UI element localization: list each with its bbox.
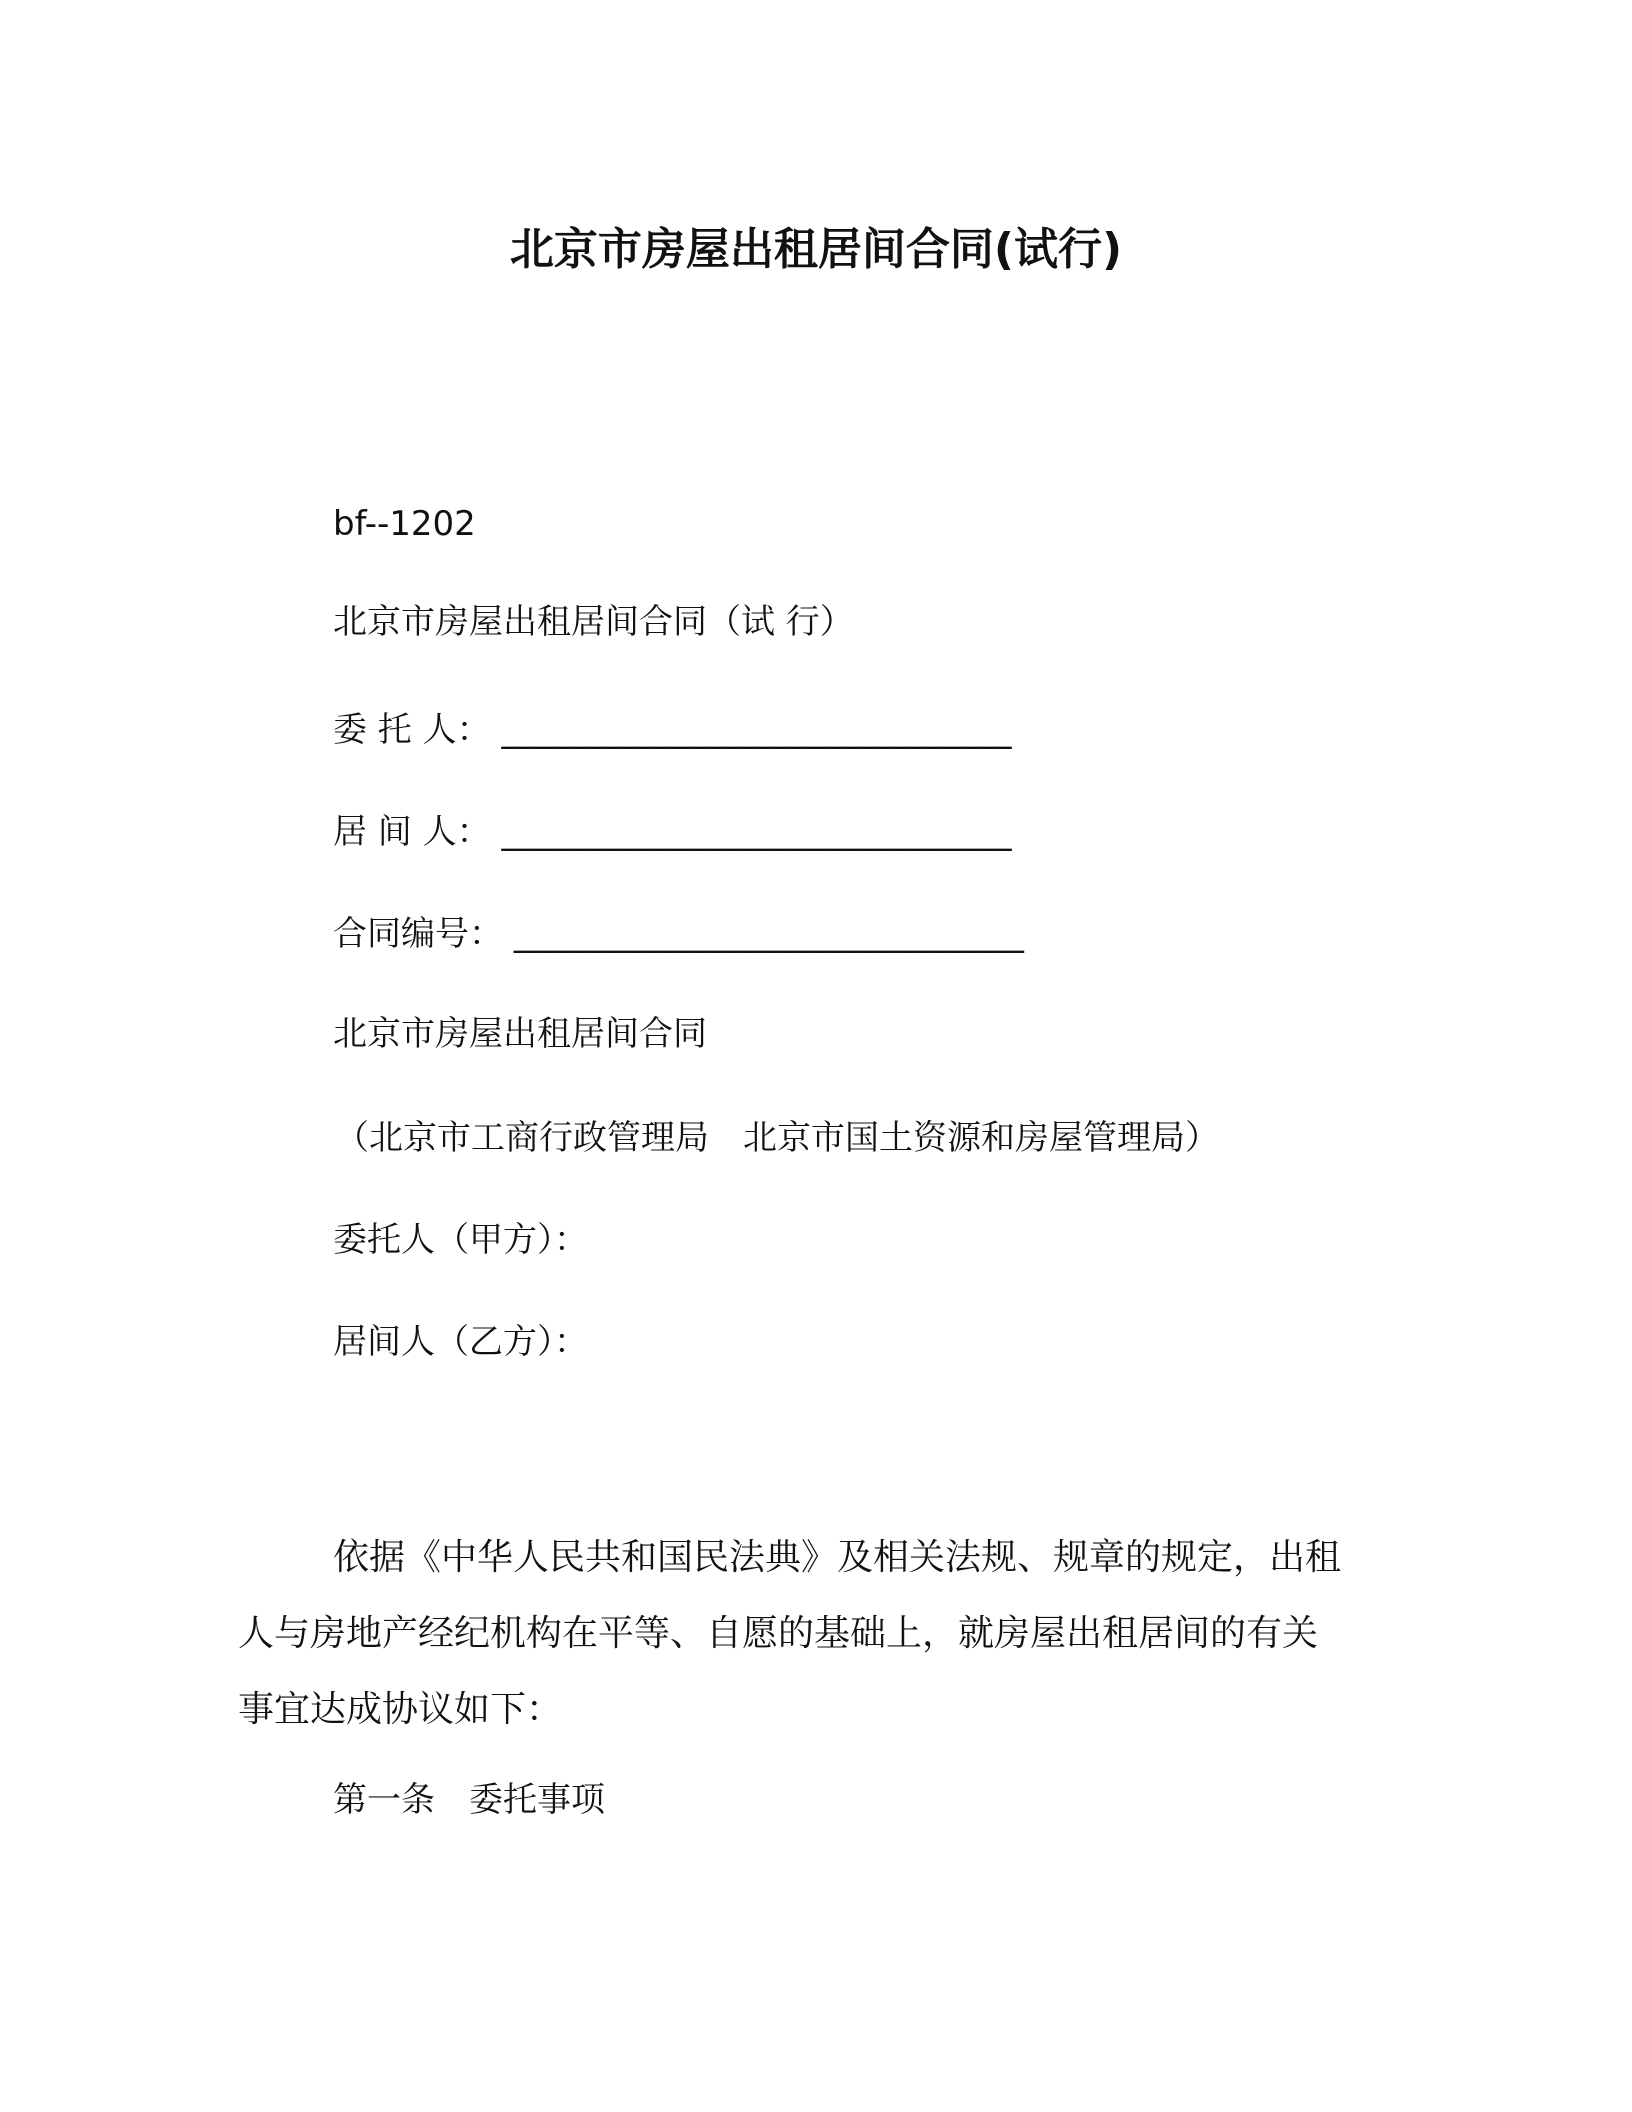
field-client-blank: ______________________________ [501,710,1012,750]
issuing-authorities: （北京市工商行政管理局 北京市国土资源和房屋管理局） [335,1118,1219,1158]
field-broker-blank: ______________________________ [501,812,1012,852]
article-1-heading: 第一条 委托事项 [333,1780,605,1820]
document-title: 北京市房屋出租居间合同(试行) [509,224,1123,275]
party-b-label: 居间人（乙方）： [333,1322,588,1362]
intro-line: 事宜达成协议如下： [238,1689,563,1730]
intro-line: 人与房地产经纪机构在平等、自愿的基础上，就房屋出租居间的有关 [238,1613,1319,1654]
contract-name: 北京市房屋出租居间合同 [333,1014,707,1054]
field-contract-number-blank: ______________________________ [513,914,1024,954]
field-contract-number-label: 合同编号： [333,914,503,954]
field-broker-label: 居 间 人： [333,812,491,852]
field-broker [333,808,1011,856]
field-client-label: 委 托 人： [333,710,491,750]
document-code: bf--1202 [333,504,476,544]
intro-paragraph [238,1520,1378,1748]
document-subtitle: 北京市房屋出租居间合同（试 行） [333,602,854,642]
party-a-label: 委托人（甲方）： [333,1220,588,1260]
intro-line: 依据《中华人民共和国民法典》及相关法规、规章的规定，出租 [333,1537,1342,1578]
field-contract-number [333,910,1024,958]
field-client [333,706,1011,754]
